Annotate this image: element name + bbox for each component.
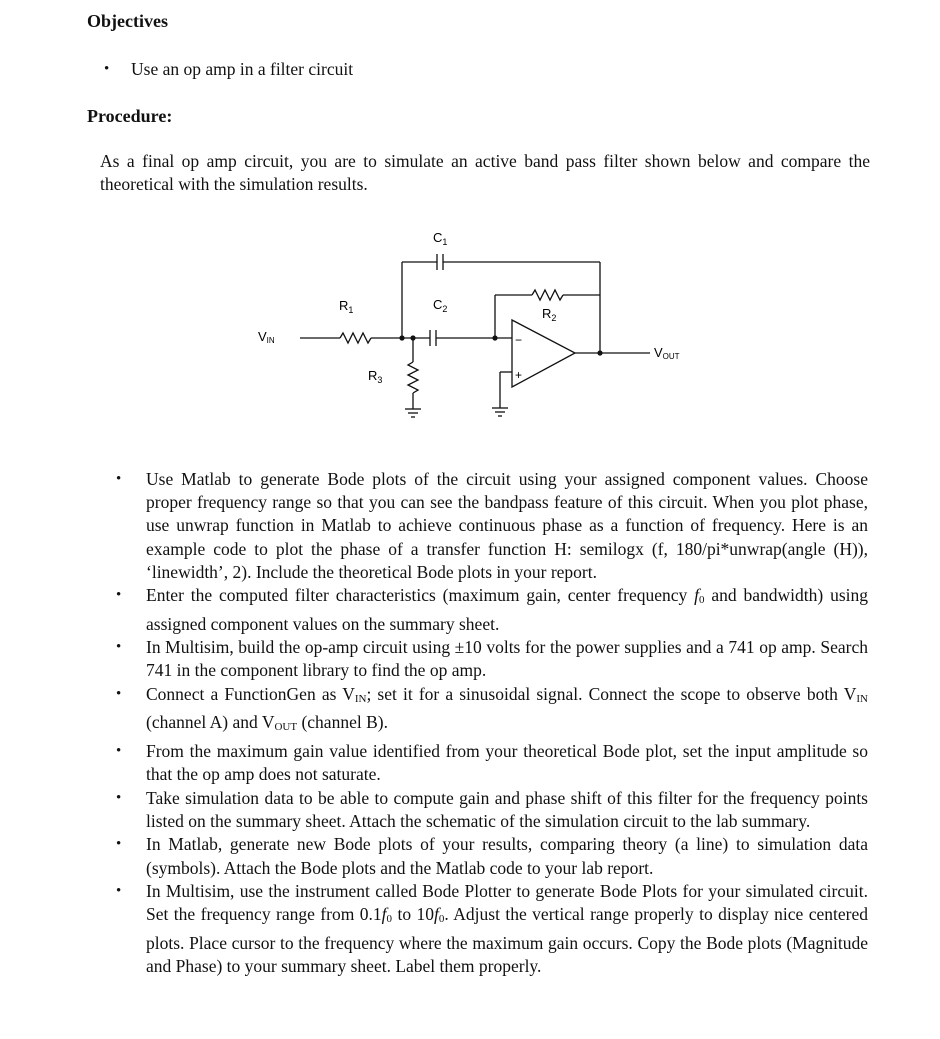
list-item: • Enter the computed filter characteristics (maximum gain, center frequency $f_0$ and bandwidth) using assigned component values on the summary sheet.	[116, 585, 868, 634]
vout-label: VOUT	[654, 345, 680, 361]
bullet-icon: •	[116, 883, 122, 900]
bullet-icon: •	[116, 471, 122, 487]
objectives-item	[104, 58, 831, 81]
r2-label: $R_2$	[542, 306, 557, 323]
junction-dot	[492, 335, 497, 340]
junction-dot	[399, 335, 404, 340]
r3-label: $R_3$	[368, 368, 383, 385]
list-item: • Use Matlab to generate Bode plots of the circuit using your assigned component values. Choose proper frequency range so that you can see the bandpass feature of this circuit. When you plot phase, use unwrap function in Matlab to achieve continuous phase as a function of frequency. Here is an example code to plot the phase of a transfer function H: semilogx (f, 180/pi*unwrap(angle (H)), ‘linewidth’, 2). Include the theoretical Bode plots in your report.	[116, 469, 868, 582]
list-item: • In Multisim, use the instrument called Bode Plotter to generate Bode Plots for your simulated circuit. Set the frequency range from $0.1f_0$ to $10f_0$. Adjust the vertical range properly to display nice centered plots. Place cursor to the frequency where the maximum gain occurs. Copy the Bode plots (Magnitude and Phase) to your summary sheet. Label them properly.	[116, 881, 868, 976]
c1-label: $C_1$	[433, 230, 448, 247]
objectives-heading: Objectives	[87, 11, 168, 31]
procedure-heading: Procedure:	[87, 106, 173, 126]
procedure-intro: As a final op amp circuit, you are to simulate an active band pass filter shown below and compare the theoretical with the simulation results.	[100, 151, 870, 195]
junction-dot	[410, 335, 415, 340]
list-item: • In Matlab, generate new Bode plots of your results, comparing theory (a line) to simulation data (symbols). Attach the Bode plots and the Matlab code to your lab report.	[116, 834, 868, 878]
objective-text: Use an op amp in a filter circuit	[131, 59, 354, 79]
list-item: • From the maximum gain value identified from your theoretical Bode plot, set the input amplitude so that the op amp does not saturate.	[116, 740, 868, 784]
junction-dot	[597, 350, 602, 355]
bullet-icon: •	[116, 742, 122, 759]
r1-resistor	[340, 333, 371, 343]
vin-label: VIN	[258, 329, 275, 345]
list-item: • Take simulation data to be able to compute gain and phase shift of this filter for the frequency points listed on the summary sheet. Attach the schematic of the simulation circuit to the lab summary.	[116, 787, 868, 831]
bullet-icon: •	[116, 587, 122, 604]
list-item: • Connect a FunctionGen as $V_{IN}$; set it for a sinusoidal signal. Connect the scope to observe both $V_{IN}$ (channel A) and $V_{OUT}$ (channel B).	[116, 684, 868, 734]
bullet-icon: •	[116, 639, 122, 656]
c2-label: $C_2$	[433, 297, 448, 314]
band-pass-filter-diagram	[250, 212, 730, 437]
list-item: • In Multisim, build the op-amp circuit using ±10 volts for the power supplies and a 741 op amp. Search 741 in the component library to find the op amp.	[116, 637, 868, 681]
bullet-icon: •	[116, 789, 122, 806]
bullet-icon: •	[116, 836, 122, 853]
procedure-steps	[116, 468, 868, 978]
r3-resistor	[408, 362, 418, 393]
r2-resistor	[532, 290, 563, 300]
minus-sign: −	[515, 333, 523, 347]
plus-sign: +	[515, 368, 523, 382]
r1-label: $R_1$	[339, 298, 354, 315]
bullet-icon: •	[104, 61, 110, 77]
bullet-icon: •	[116, 686, 122, 702]
